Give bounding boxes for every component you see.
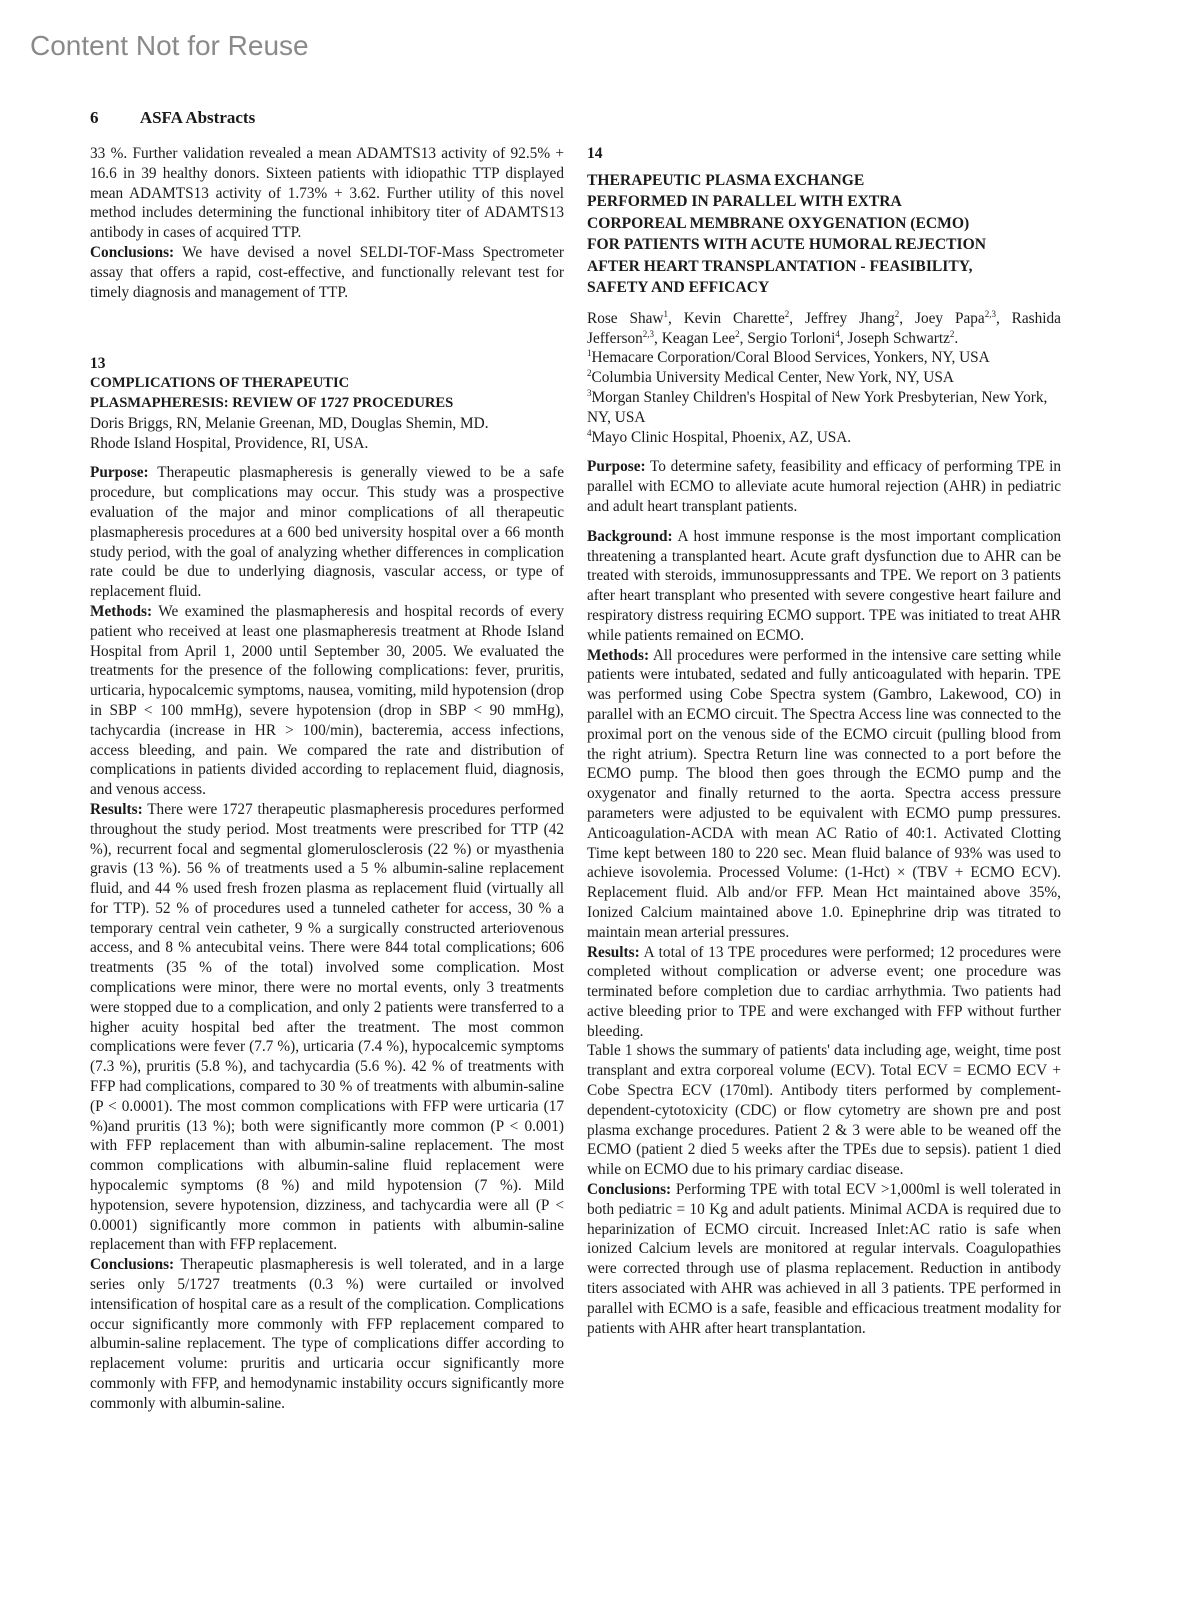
section-background — [587, 527, 1061, 646]
superscript: 1 — [587, 348, 592, 359]
text: Methods: — [90, 602, 153, 620]
affiliation — [587, 428, 1061, 448]
superscript: 4 — [587, 427, 592, 438]
section-conclusions — [587, 1180, 1061, 1338]
text: Joey Papa — [915, 309, 985, 327]
text: Hemacare Corporation/Coral Blood Services, Yonkers, NY, USA — [591, 349, 990, 367]
superscript: 3 — [587, 387, 592, 398]
text: Conclusions: — [587, 1181, 672, 1199]
text: Columbia University Medical Center, New York, NY, USA — [591, 369, 954, 387]
text: AFTER HEART TRANSPLANTATION - FEASIBILITY, — [587, 257, 973, 275]
abstract-title — [90, 374, 564, 414]
superscript: 2,3 — [642, 328, 655, 339]
page-number: 6 — [90, 108, 99, 127]
watermark: Content Not for Reuse — [30, 30, 309, 61]
superscript: 4 — [835, 328, 840, 339]
text: Methods: — [587, 646, 650, 664]
text: Jeffrey Jhang — [805, 309, 895, 327]
text: PLASMAPHERESIS: REVIEW OF 1727 PROCEDURES — [90, 394, 454, 411]
affiliation — [587, 388, 1061, 428]
text: COMPLICATIONS OF THERAPEUTIC — [90, 375, 350, 392]
text: , — [995, 309, 1012, 327]
text: Kevin Charette — [683, 309, 785, 327]
superscript: 1 — [663, 308, 668, 319]
text: PERFORMED IN PARALLEL WITH EXTRA — [587, 193, 902, 211]
text: To determine safety, feasibility and efficacy of performing TPE in parallel with ECMO to alleviate acute humoral rejection (AHR) in pediatric and adult heart transplant patients. — [587, 458, 1061, 515]
left-column — [90, 144, 564, 1414]
text: Therapeutic plasmapheresis is well tolerated, and in a large series only 5/1727 treatments (0.3 %) were curtailed or involved intensification of hospital care as a result of the complication. Complications occur significantly more commonly with FFP replacement compared to albumin-saline replacement. The type of complications differ according to replacement volume: pruritis and urticaria occur significantly more commonly with FFP, and hemodynamic instability occurs significantly more commonly with albumin-saline. — [90, 1256, 564, 1412]
text: We have devised a novel SELDI-TOF-Mass Spectrometer assay that offers a rapid, cost-effective, and functionally relevant test for timely diagnosis and management of TTP. — [90, 243, 564, 301]
text: Background: — [587, 527, 673, 545]
affiliation — [587, 348, 1061, 368]
text: Purpose: — [587, 458, 646, 476]
text: Morgan Stanley Children's Hospital of New York Presbyterian, New York, NY, USA — [587, 388, 1048, 426]
text: Conclusions: — [90, 1256, 175, 1274]
text: SAFETY AND EFFICACY — [587, 279, 770, 297]
text: Results: — [587, 943, 640, 961]
text: 33 %. Further validation revealed a mean ADAMTS13 activity of 92.5% + 16.6 in 39 healthy donors. Sixteen patients with idiopathic TTP displayed mean ADAMTS13 activity of 1.73% + 3.62. Further utility of this novel method includes determining the functional inhibitory titer of ADAMTS13 antibody in cases of acquired TTP. — [90, 145, 564, 242]
text: , — [739, 329, 748, 347]
superscript: 2 — [735, 328, 740, 339]
text: FOR PATIENTS WITH ACUTE HUMORAL REJECTION — [587, 236, 987, 254]
text: We examined the plasmapheresis and hospital records of every patient who received at least one plasmapheresis treatment at Rhode Island Hospital from April 1, 2000 until September 30, 2005. We evaluated the treatments for the presence of the following complications: fever, pruritis, urticaria, hypocalcemic symptoms, nausea, vomiting, mild hypotension (drop in SBP < 100 mmHg), severe hypotension (drop in SBP < 90 mmHg), tachycardia (increase in HR > 100/min), bacteremia, access infections, access bleeding, and pain. We compared the rate and distribution of complications in patients divided according to replacement fluid, diagnosis, and venous access. — [90, 602, 564, 799]
abstract-number: 13 — [90, 355, 106, 373]
journal-section-title: ASFA Abstracts — [139, 108, 256, 127]
text: There were 1727 therapeutic plasmapheresis procedures performed throughout the study period. Most treatments were prescribed for TTP (42 %), recurrent focal and segmental glomerulosclerosis (22 %) or myasthenia gravis (13 %). 56 % of treatments used a 5 % albumin-saline replacement fluid, and 44 % used fresh frozen plasma as replacement fluid (virtually all for TTP). 52 % of procedures used a tunneled catheter for access, 30 % a temporary central vein catheter, 9 % a surgically constructed arteriovenous access, and 8 % antecubital veins. There were 844 total complications; 606 treatments (35 % of the total) involved some complication. Most complications were minor, there were no mortal events, only 3 treatments were stopped due to a complication, and only 2 patients were transferred to a higher acuity hospital bed after the treatment. The most common complications were fever (7.7 %), urticaria (7.4 %), hypocalcemic symptoms (7.3 %), pruritis (5.8 %), and tachycardia (5.6 %). 42 % of treatments with FFP had complications, compared to 30 % of treatments with albumin-saline (P < 0.0001). The most common complications with FFP were urticaria (17 %)and pruritis (13 %); both were significantly more common (P < 0.001) with FFP replacement than with albumin-saline replacement. The most common complications with albumin-saline fluid replacement were hypocalemic symptoms (8 %) and mild hypotension (7 %). Mild hypotension, severe hypotension, dizziness, and tachycardia were all (P < 0.0001) significantly more common in patients with albumin-saline replacement than with FFP replacement. — [90, 800, 564, 1254]
superscript: 2 — [894, 308, 900, 319]
running-header — [90, 108, 255, 128]
text: Results: — [90, 800, 143, 818]
text: A total of 13 TPE procedures were performed; 12 procedures were completed without complication or adverse event; one procedure was terminated before completion due to cardiac arrhythmia. Two patients had active bleeding prior to TPE and were exchanged with FFP without further bleeding. — [587, 943, 1061, 1040]
abstract-affiliation: Rhode Island Hospital, Providence, RI, USA. — [90, 434, 369, 452]
text: , — [789, 309, 806, 327]
section-results — [90, 800, 564, 1255]
superscript: 2,3 — [984, 308, 996, 319]
text: Purpose: — [90, 464, 149, 482]
abstract-title — [587, 170, 1061, 299]
superscript: 2 — [587, 368, 592, 379]
text: Mayo Clinic Hospital, Phoenix, AZ, USA. — [591, 428, 852, 446]
text: Rashida Jefferson — [587, 309, 1061, 347]
affiliations — [587, 348, 1061, 447]
section-methods — [587, 646, 1061, 943]
text: CORPOREAL MEMBRANE OXYGENATION (ECMO) — [587, 214, 970, 232]
text: Joseph Schwartz — [847, 329, 950, 347]
text: Therapeutic plasmapheresis is generally viewed to be a safe procedure, but complications may occur. This study was a prospective evaluation of the major and minor complications of all therapeutic plasmapheresis procedures at a 600 bed university hospital over a 66 month study period, with the goal of analyzing whether differences in complication rate could be due to underlying diagnosis, vascular access, or type of replacement fluid. — [90, 464, 564, 601]
text: , — [667, 309, 684, 327]
section-results — [587, 943, 1061, 1042]
continued-paragraph — [90, 144, 564, 243]
continued-conclusions — [90, 243, 564, 302]
right-column — [587, 144, 1061, 1338]
text: , — [839, 329, 848, 347]
abstract-number: 14 — [587, 145, 603, 162]
affiliation — [587, 368, 1061, 388]
section-purpose — [90, 463, 564, 602]
text: , — [899, 309, 916, 327]
text: Keagan Lee — [661, 329, 736, 347]
abstract-authors — [587, 309, 1061, 349]
text: Rose Shaw — [587, 309, 664, 327]
text: A host immune response is the most important complication threatening a transplanted heart. Acute graft dysfunction due to AHR can be treated with steroids, immunosuppressants and TPE. We report on 3 patients after heart transplant who presented with severe congestive heart failure and respiratory distress requiring ECMO support. TPE was initiated to treat AHR while patients remained on ECMO. — [587, 527, 1061, 644]
abstract-authors: Doris Briggs, RN, Melanie Greenan, MD, Douglas Shemin, MD. — [90, 414, 489, 432]
text: All procedures were performed in the intensive care setting while patients were intubated, sedated and fully anticoagulated with heparin. TPE was performed using Cobe Spectra system (Gambro, Lakewood, CO) in parallel with an ECMO circuit. The Spectra Access line was connected to the proximal port on the venous side of the ECMO circuit (pulling blood from the right atrium). Spectra Return line was connected to a port before the ECMO pump. The blood then goes through the ECMO pump and the oxygenator and finally returned to the aorta. Spectra access pressure parameters were adjusted to be equivalent with ECMO pump pressures. Anticoagulation-ACDA with mean AC Ratio of 40:1. Activated Clotting Time kept between 180 to 220 sec. Mean fluid balance of 93% was used to achieve isovolemia. Processed Volume: (1-Hct) × (TBV + ECMO ECV). Replacement fluid. Alb and/or FFP. Mean Hct maintained above 35%, Ionized Calcium maintained above 1.0. Epinephrine drip was titrated to maintain mean arterial pressures. — [587, 646, 1061, 941]
section-conclusions — [90, 1255, 564, 1413]
text: Table 1 shows the summary of patients' data including age, weight, time post transplant and extra corporeal volume (ECV). Total ECV = ECMO ECV + Cobe Spectra ECV (170ml). Antibody titers performed by complement-dependent-cytotoxicity (CDC) or flow cytometry are shown pre and post plasma exchange procedures. Patient 2 & 3 were able to be weaned off the ECMO (patient 2 died 5 weeks after the TPEs due to sepsis). patient 1 died while on ECMO due to his primary cardiac disease. — [587, 1042, 1061, 1179]
text: . — [954, 329, 959, 347]
superscript: 2 — [949, 328, 955, 339]
section-methods — [90, 602, 564, 800]
text: Sergio Torloni — [747, 329, 836, 347]
text: Performing TPE with total ECV >1,000ml is well tolerated in both pediatric = 10 Kg and adult patients. Minimal ACDA is required due to heparinization of ECMO circuit. Increased Inlet:AC ratio is safe when ionized Calcium levels are monitored at regular intervals. Coagulopathies were corrected through use of plasma replacement. Reduction in antibody titers associated with AHR was achieved in all 3 patients. TPE performed in parallel with ECMO is a safe, feasible and efficacious treatment modality for patients with AHR after heart transplantation. — [587, 1181, 1061, 1337]
text: , — [654, 329, 662, 347]
text: Conclusions: — [90, 243, 175, 261]
results-table-summary — [587, 1041, 1061, 1180]
section-purpose — [587, 457, 1061, 516]
superscript: 2 — [784, 308, 790, 319]
text: THERAPEUTIC PLASMA EXCHANGE — [587, 171, 865, 189]
